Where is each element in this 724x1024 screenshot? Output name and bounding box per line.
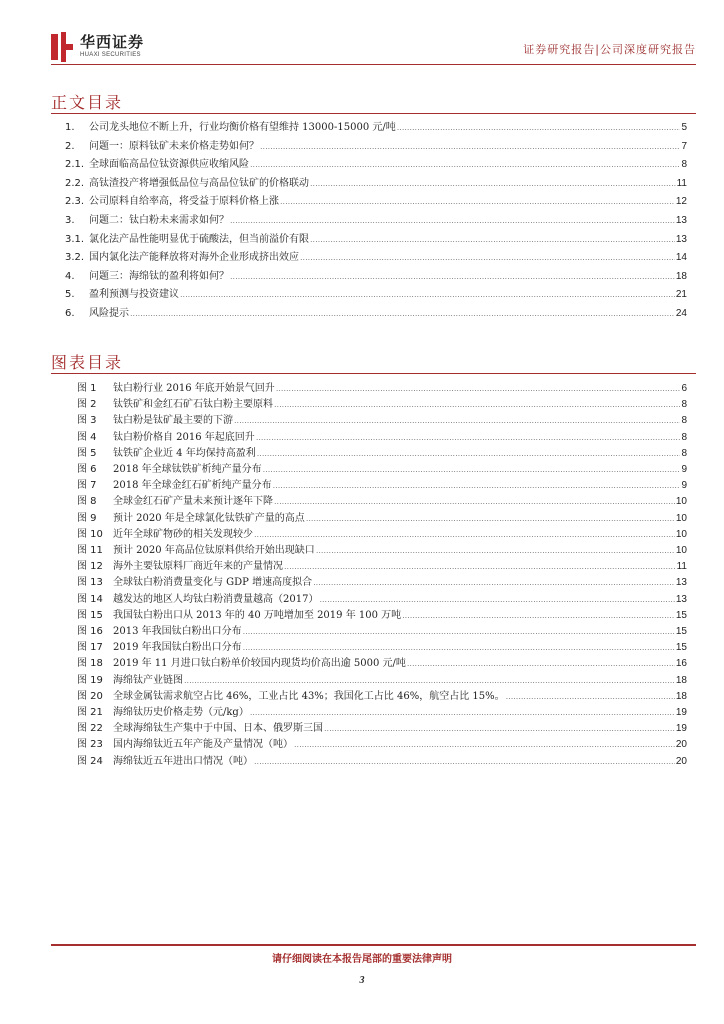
entry-page-number: 15	[675, 642, 687, 654]
dot-leader	[273, 481, 681, 490]
entry-page-number: 24	[675, 308, 687, 319]
dot-leader	[324, 724, 675, 733]
company-name-en: HUAXI SECURITIES	[80, 52, 141, 58]
entry-number: 3.2.	[65, 252, 85, 264]
dot-leader	[257, 449, 681, 458]
entry-page-number: 15	[675, 609, 687, 621]
dot-leader	[256, 433, 681, 442]
entry-page-number: 15	[675, 626, 687, 637]
header-divider	[51, 64, 696, 65]
entry-title: 钛白粉是钛矿最主要的下游	[113, 415, 233, 427]
entry-number: 图 7	[77, 480, 97, 492]
entry-number: 图 19	[77, 674, 103, 686]
entry-page-number: 21	[675, 289, 687, 301]
company-name-cn: 华西证券	[80, 33, 145, 51]
dot-leader	[250, 160, 680, 169]
entry-page-number: 14	[675, 252, 687, 264]
dot-leader	[397, 123, 681, 132]
entry-number: 3.	[65, 215, 75, 226]
toc-entry[interactable]	[65, 304, 687, 322]
entry-page-number: 10	[675, 528, 687, 540]
dot-leader	[407, 659, 675, 668]
dot-leader	[310, 235, 675, 244]
dot-leader	[310, 179, 676, 188]
entry-number: 图 8	[77, 496, 97, 508]
entry-number: 2.2.	[65, 177, 85, 189]
toc-entry[interactable]	[65, 155, 687, 173]
entry-title: 我国钛白粉出口从 2013 年的 40 万吨增加至 2019 年 100 万吨	[113, 609, 402, 621]
entry-title: 海外主要钛原料厂商近年来的产量情况	[113, 561, 283, 573]
entry-number: 3.1.	[65, 233, 85, 245]
entry-title: 近年全球矿物砂的相关发现较少	[113, 528, 253, 540]
entry-number: 图 21	[77, 707, 103, 718]
dot-leader	[274, 400, 680, 409]
report-type-label: 证券研究报告|公司深度研究报告	[523, 43, 696, 56]
entry-page-number: 18	[675, 270, 687, 282]
entry-number: 图 14	[77, 593, 103, 605]
entry-page-number: 7	[681, 140, 687, 152]
toc-heading: 正文目录	[51, 93, 124, 112]
entry-page-number: 13	[675, 577, 687, 589]
entry-page-number: 10	[675, 496, 687, 508]
entry-page-number: 18	[675, 690, 687, 702]
entry-title: 盈利预测与投资建议	[89, 289, 179, 301]
toc-entry[interactable]	[65, 285, 687, 303]
dot-leader	[254, 757, 675, 766]
page-number: 3	[359, 975, 365, 986]
dot-leader	[402, 611, 675, 620]
entry-page-number: 19	[675, 723, 687, 735]
dot-leader	[313, 578, 675, 587]
entry-page-number: 9	[681, 464, 687, 475]
footer-divider	[51, 944, 696, 946]
entry-number: 图 20	[77, 690, 103, 702]
dot-leader	[506, 692, 675, 701]
entry-number: 图 4	[77, 431, 97, 443]
entry-page-number: 8	[681, 431, 687, 443]
entry-title: 越发达的地区人均钛白粉消费量越高（2017）	[113, 593, 319, 605]
entry-title: 全球金红石矿产量未来预计逐年下降	[113, 496, 273, 508]
entry-number: 5.	[65, 289, 75, 301]
entry-title: 2018 年全球钛铁矿析纯产量分布	[113, 464, 262, 475]
entry-title: 海绵钛近五年进出口情况（吨）	[113, 755, 253, 767]
dot-leader	[263, 465, 681, 474]
entry-page-number: 12	[675, 196, 687, 208]
figures-heading: 图表目录	[51, 353, 124, 372]
dot-leader	[130, 309, 675, 318]
entry-page-number: 11	[676, 177, 687, 189]
entry-number: 2.	[65, 140, 75, 152]
entry-title: 钛铁矿企业近 4 年均保持高盈利	[113, 447, 256, 459]
toc-entry[interactable]	[65, 230, 687, 248]
entry-number: 图 3	[77, 415, 97, 427]
toc-entry[interactable]	[65, 248, 687, 266]
dot-leader	[294, 740, 675, 749]
entry-number: 2.1.	[65, 159, 85, 171]
entry-title: 预计 2020 年高品位钛原料供给开始出现缺口	[113, 545, 315, 556]
entry-number: 图 16	[77, 626, 103, 637]
entry-page-number: 6	[681, 383, 687, 394]
dot-leader	[276, 384, 681, 393]
entry-title: 预计 2020 年是全球氯化钛铁矿产量的高点	[113, 512, 305, 524]
entry-page-number: 16	[675, 658, 687, 670]
entry-number: 6.	[65, 308, 75, 319]
entry-title: 氯化法产品性能明显优于硫酸法，但当前溢价有限	[89, 233, 309, 245]
entry-number: 图 22	[77, 723, 103, 735]
entry-number: 图 17	[77, 642, 103, 654]
entry-page-number: 13	[675, 215, 687, 226]
entry-title: 钛铁矿和金红石矿石钛白粉主要原料	[113, 399, 273, 411]
entry-page-number: 10	[675, 512, 687, 524]
entry-number: 1.	[65, 122, 75, 133]
entry-number: 图 1	[77, 383, 97, 394]
dot-leader	[280, 197, 675, 206]
entry-page-number: 11	[676, 561, 687, 573]
entry-page-number: 19	[675, 707, 687, 718]
entry-number: 2.3.	[65, 196, 85, 208]
entry-title: 高钛渣投产将增强低品位与高品位钛矿的价格联动	[89, 177, 309, 189]
dot-leader	[254, 530, 675, 539]
dot-leader	[284, 562, 676, 571]
entry-title: 2019 年 11 月进口钛白粉单价较国内现货均价高出逾 5000 元/吨	[113, 658, 406, 670]
dot-leader	[316, 546, 675, 555]
entry-number: 图 6	[77, 464, 97, 475]
entry-title: 公司龙头地位不断上升，行业均衡价格有望维持 13000-15000 元/吨	[89, 122, 396, 133]
entry-page-number: 13	[675, 593, 687, 605]
entry-page-number: 20	[675, 739, 687, 751]
entry-page-number: 8	[681, 415, 687, 427]
dot-leader	[300, 253, 675, 262]
entry-title: 2019 年我国钛白粉出口分布	[113, 642, 242, 654]
dot-leader	[184, 676, 675, 685]
entry-title: 问题一：原料钛矿未来价格走势如何？	[89, 140, 259, 152]
entry-title: 公司原料自给率高，将受益于原料价格上涨	[89, 196, 279, 208]
toc-entry[interactable]	[65, 118, 687, 136]
entry-title: 钛白粉行业 2016 年底开始景气回升	[113, 383, 275, 394]
dot-leader	[319, 595, 674, 604]
dot-leader	[243, 643, 675, 652]
dot-leader	[230, 272, 675, 281]
dot-leader	[274, 497, 675, 506]
entry-title: 2018 年全球金红石矿析纯产量分布	[113, 480, 272, 492]
company-logo-text	[80, 33, 144, 60]
entry-page-number: 8	[681, 399, 687, 411]
entry-title: 全球面临高品位钛资源供应收缩风险	[89, 159, 249, 171]
entry-number: 图 2	[77, 399, 97, 411]
entry-title: 全球海绵钛生产集中于中国、日本、俄罗斯三国	[113, 723, 323, 735]
entry-page-number: 9	[681, 480, 687, 492]
entry-title: 问题三：海绵钛的盈利将如何？	[89, 270, 229, 282]
entry-number: 图 5	[77, 447, 97, 459]
entry-number: 图 18	[77, 658, 103, 670]
entry-number: 图 24	[77, 755, 103, 767]
entry-number: 图 12	[77, 561, 103, 573]
toc-entry[interactable]	[65, 192, 687, 210]
entry-page-number: 13	[675, 233, 687, 245]
toc-heading-divider	[51, 113, 696, 114]
toc-entry[interactable]	[65, 137, 687, 155]
dot-leader	[180, 290, 675, 299]
dot-leader	[250, 708, 675, 717]
entry-number: 图 11	[77, 545, 103, 556]
huaxi-logo-icon	[51, 32, 73, 62]
figures-heading-divider	[51, 373, 696, 374]
entry-number: 图 15	[77, 609, 103, 621]
entry-number: 图 23	[77, 739, 103, 751]
entry-number: 图 10	[77, 528, 103, 540]
entry-page-number: 5	[681, 122, 687, 133]
entry-page-number: 8	[681, 159, 687, 171]
entry-title: 全球金属钛需求航空占比 46%，工业占比 43%；我国化工占比 46%，航空占比 15%。	[113, 690, 505, 702]
toc-entry[interactable]	[65, 174, 687, 192]
toc-entry[interactable]	[65, 211, 687, 229]
figure-entry[interactable]	[77, 752, 687, 770]
entry-title: 海绵钛产业链图	[113, 674, 183, 686]
toc-entry[interactable]	[65, 267, 687, 285]
entry-number: 4.	[65, 270, 75, 282]
entry-number: 图 13	[77, 577, 103, 589]
entry-title: 国内海绵钛近五年产能及产量情况（吨）	[113, 739, 293, 751]
entry-number: 图 9	[77, 512, 97, 524]
legal-notice: 请仔细阅读在本报告尾部的重要法律声明	[272, 954, 452, 965]
dot-leader	[234, 416, 680, 425]
entry-page-number: 8	[681, 447, 687, 459]
entry-title: 2013 年我国钛白粉出口分布	[113, 626, 242, 637]
dot-leader	[243, 627, 675, 636]
entry-title: 海绵钛历史价格走势（元/kg）	[113, 707, 249, 718]
dot-leader	[230, 216, 675, 225]
entry-title: 问题二：钛白粉未来需求如何？	[89, 215, 229, 226]
dot-leader	[306, 514, 675, 523]
entry-page-number: 20	[675, 755, 687, 767]
entry-page-number: 18	[675, 674, 687, 686]
page-header	[0, 0, 724, 72]
entry-title: 钛白粉价格自 2016 年起底回升	[113, 431, 255, 443]
entry-title: 国内氯化法产能释放将对海外企业形成挤出效应	[89, 252, 299, 264]
entry-page-number: 10	[675, 545, 687, 556]
entry-title: 全球钛白粉消费量变化与 GDP 增速高度拟合	[113, 577, 313, 589]
dot-leader	[260, 142, 680, 151]
entry-title: 风险提示	[89, 308, 129, 319]
